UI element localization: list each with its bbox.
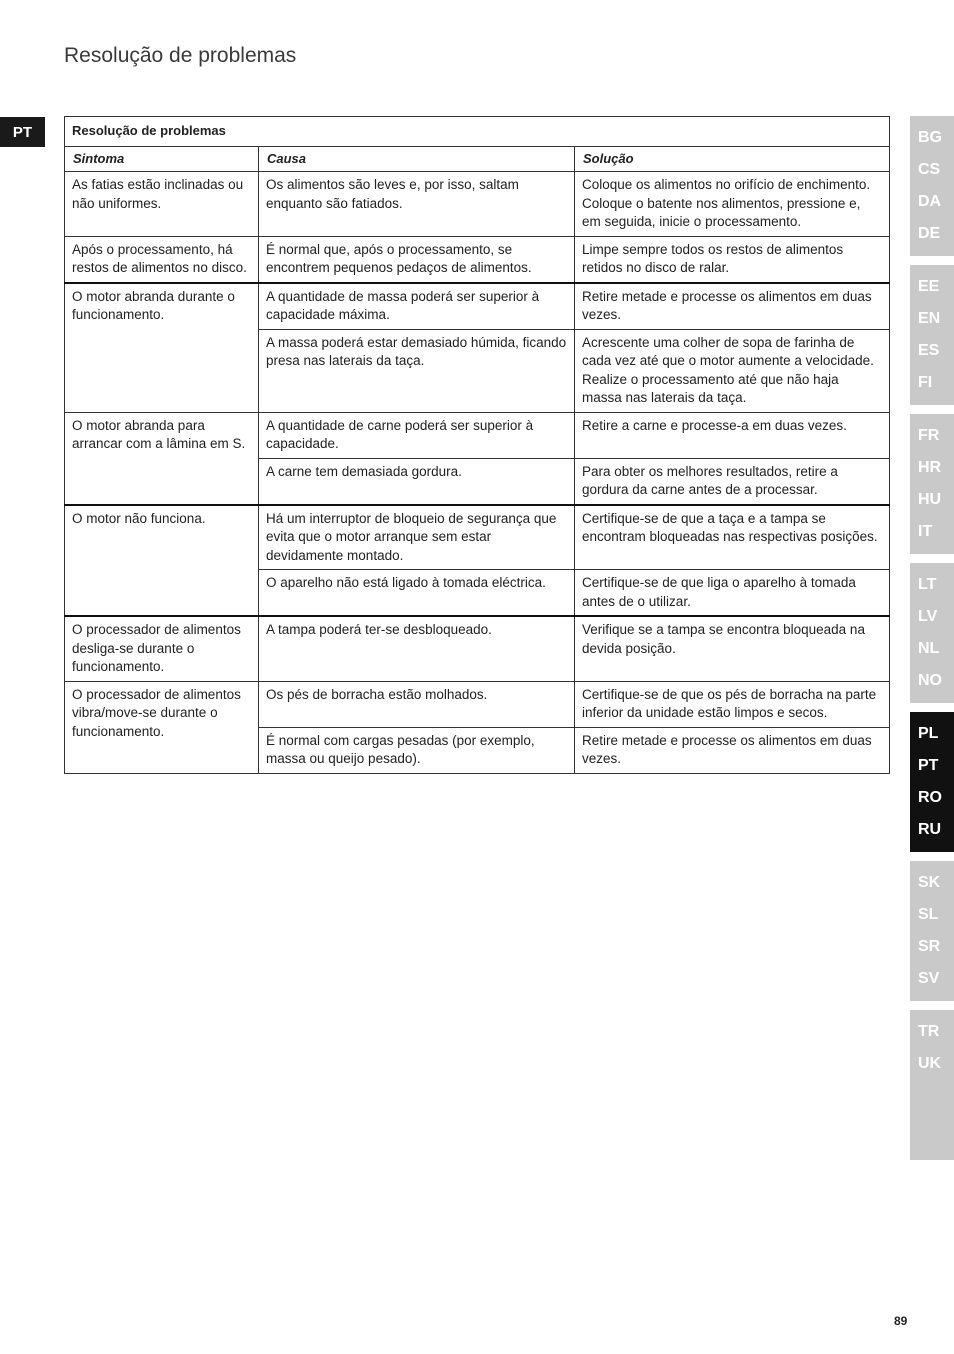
language-tab[interactable]: UK: [918, 1055, 942, 1072]
cause-cell: Os alimentos são leves e, por isso, saltam enquanto são fatiados.: [259, 172, 575, 237]
solution-cell: Certifique-se de que liga o aparelho à tomada antes de o utilizar.: [575, 570, 890, 617]
solution-cell: Verifique se a tampa se encontra bloqueada na devida posição.: [575, 616, 890, 681]
symptom-cell: O motor abranda para arrancar com a lâmina em S.: [65, 412, 259, 505]
language-tab[interactable]: HU: [918, 491, 942, 508]
symptom-cell: As fatias estão inclinadas ou não uniformes.: [65, 172, 259, 237]
language-tab[interactable]: DA: [918, 193, 942, 210]
table-row: [65, 172, 890, 237]
language-tab[interactable]: RO: [918, 789, 942, 806]
language-tab[interactable]: DE: [918, 225, 941, 242]
solution-cell: Limpe sempre todos os restos de alimentos retidos no disco de ralar.: [575, 236, 890, 283]
solution-cell: Certifique-se de que a taça e a tampa se encontram bloqueadas nas respectivas posições.: [575, 505, 890, 570]
cause-cell: É normal com cargas pesadas (por exemplo, massa ou queijo pesado).: [259, 727, 575, 773]
page-title: Resolução de problemas: [64, 44, 297, 67]
column-header-solution: Solução: [575, 146, 890, 172]
language-group: [910, 861, 954, 1001]
cause-cell: A quantidade de carne poderá ser superior à capacidade.: [259, 412, 575, 458]
language-tab[interactable]: FI: [918, 374, 933, 391]
language-group: [910, 414, 954, 554]
language-tab[interactable]: SL: [918, 906, 939, 923]
language-tab[interactable]: LT: [918, 576, 937, 593]
language-tab[interactable]: FR: [918, 427, 940, 444]
solution-cell: Para obter os melhores resultados, retire a gordura da carne antes de a processar.: [575, 458, 890, 505]
symptom-cell: O motor abranda durante o funcionamento.: [65, 283, 259, 413]
language-sidebar: [910, 116, 954, 1169]
column-header-symptom: Sintoma: [65, 146, 259, 172]
language-tab[interactable]: SK: [918, 874, 941, 891]
table-row: [65, 236, 890, 283]
symptom-cell: Após o processamento, há restos de alimentos no disco.: [65, 236, 259, 283]
language-tab[interactable]: NO: [918, 672, 942, 689]
language-tab[interactable]: PT: [918, 757, 939, 774]
language-group: [910, 265, 954, 405]
language-tab[interactable]: IT: [918, 523, 933, 540]
language-tab[interactable]: HR: [918, 459, 942, 476]
table-body: [65, 172, 890, 774]
solution-cell: Retire a carne e processe-a em duas vezes.: [575, 412, 890, 458]
troubleshooting-table: [64, 116, 890, 774]
language-group: [910, 116, 954, 256]
table-row: [65, 616, 890, 681]
table-caption: Resolução de problemas: [65, 117, 890, 147]
language-tab[interactable]: CS: [918, 161, 941, 178]
column-header-cause: Causa: [259, 146, 575, 172]
language-tab[interactable]: ES: [918, 342, 940, 359]
language-tab[interactable]: EE: [918, 278, 940, 295]
cause-cell: Os pés de borracha estão molhados.: [259, 681, 575, 727]
solution-cell: Acrescente uma colher de sopa de farinha de cada vez até que o motor aumente a velocidade. Realize o processamento até que não haja massa nas laterais da taça.: [575, 329, 890, 412]
solution-cell: Retire metade e processe os alimentos em duas vezes.: [575, 283, 890, 330]
language-badge: PT: [0, 117, 45, 147]
language-group: [910, 712, 954, 852]
cause-cell: A tampa poderá ter-se desbloqueado.: [259, 616, 575, 681]
language-tab[interactable]: LV: [918, 608, 938, 625]
language-tab[interactable]: SV: [918, 970, 940, 987]
cause-cell: A carne tem demasiada gordura.: [259, 458, 575, 505]
solution-cell: Retire metade e processe os alimentos em duas vezes.: [575, 727, 890, 773]
language-group: [910, 1010, 954, 1160]
symptom-cell: O processador de alimentos desliga-se durante o funcionamento.: [65, 616, 259, 681]
cause-cell: É normal que, após o processamento, se encontrem pequenos pedaços de alimentos.: [259, 236, 575, 283]
language-tab[interactable]: RU: [918, 821, 942, 838]
cause-cell: A massa poderá estar demasiado húmida, ficando presa nas laterais da taça.: [259, 329, 575, 412]
solution-cell: Certifique-se de que os pés de borracha na parte inferior da unidade estão limpos e secos.: [575, 681, 890, 727]
language-tab[interactable]: EN: [918, 310, 941, 327]
cause-cell: A quantidade de massa poderá ser superior à capacidade máxima.: [259, 283, 575, 330]
cause-cell: O aparelho não está ligado à tomada eléctrica.: [259, 570, 575, 617]
language-tab[interactable]: BG: [918, 129, 942, 146]
cause-cell: Há um interruptor de bloqueio de segurança que evita que o motor arranque sem estar devidamente montado.: [259, 505, 575, 570]
symptom-cell: O processador de alimentos vibra/move-se durante o funcionamento.: [65, 681, 259, 773]
table-row: [65, 505, 890, 570]
page-number: 89: [894, 1314, 908, 1328]
solution-cell: Coloque os alimentos no orifício de enchimento. Coloque o batente nos alimentos, pressione e, em seguida, inicie o processamento.: [575, 172, 890, 237]
language-tab[interactable]: PL: [918, 725, 939, 742]
table-row: [65, 412, 890, 458]
language-group: [910, 563, 954, 703]
table-row: [65, 283, 890, 330]
table-row: [65, 681, 890, 727]
language-tab[interactable]: TR: [918, 1023, 940, 1040]
language-tab[interactable]: SR: [918, 938, 941, 955]
symptom-cell: O motor não funciona.: [65, 505, 259, 617]
language-tab[interactable]: NL: [918, 640, 940, 657]
